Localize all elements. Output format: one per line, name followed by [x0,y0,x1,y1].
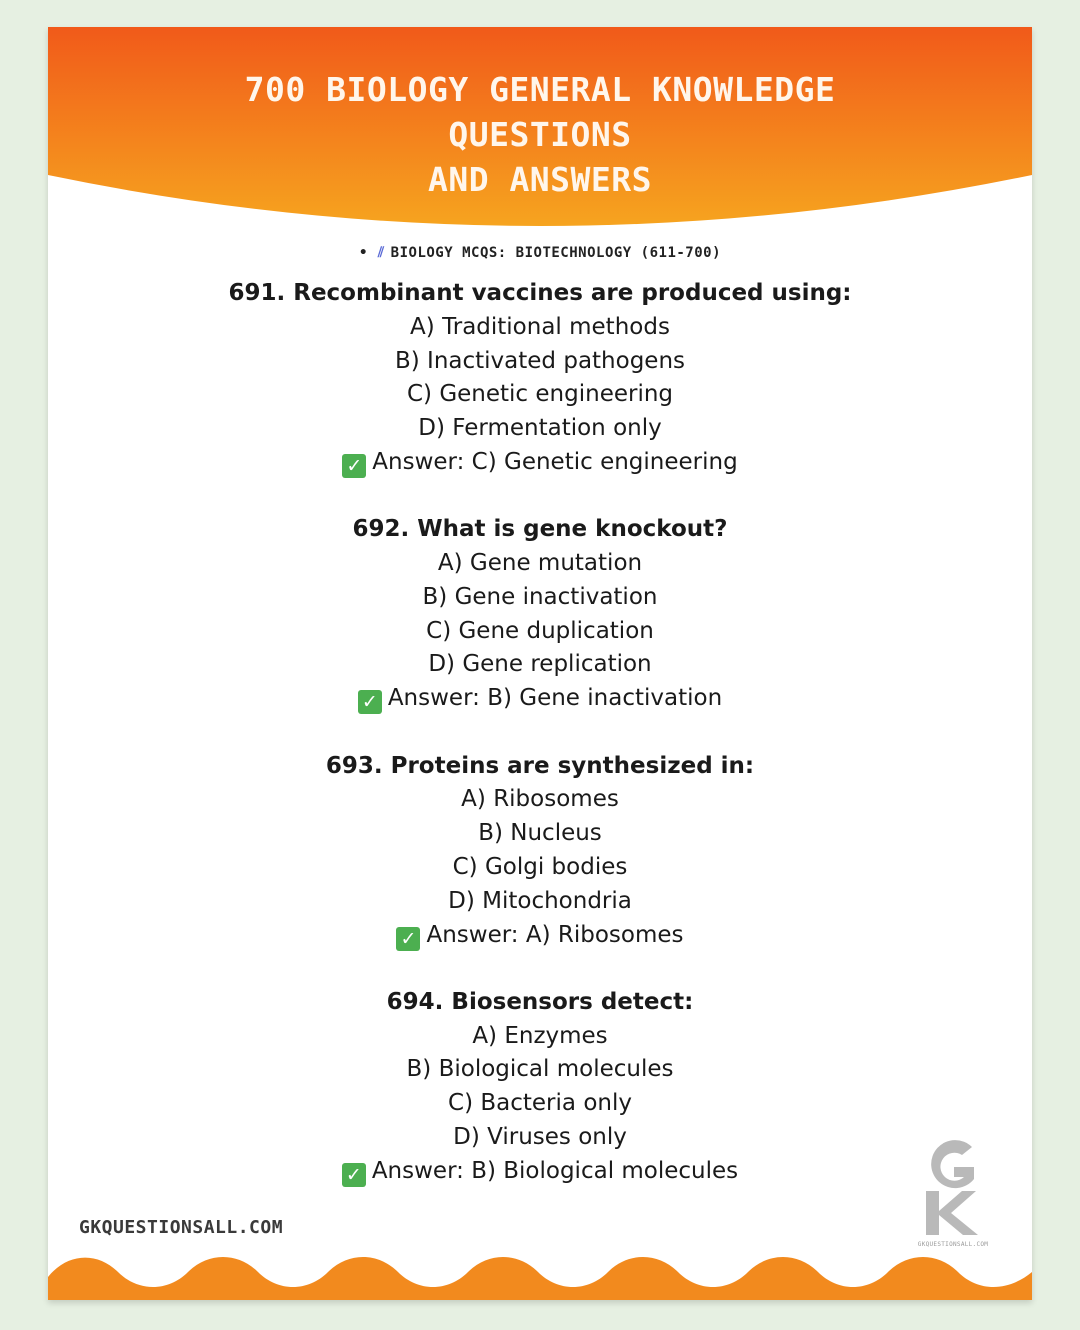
bullet: • [358,245,368,261]
title-line-1: 700 BIOLOGY GENERAL KNOWLEDGE [244,70,836,109]
answer-line [48,919,1032,953]
section-subtitle [48,245,1032,261]
answer-line [48,1155,1032,1189]
option: D) Fermentation only [418,415,662,442]
question-list [48,277,1032,1222]
dna-icon: ⫽ [377,245,385,261]
check-icon: ✓ [358,690,382,714]
option: C) Genetic engineering [406,381,674,408]
check-icon: ✓ [342,1163,366,1187]
answer-text: Answer: C) Genetic engineering [372,448,738,475]
page-title [48,67,1032,202]
option: A) Traditional methods [410,313,670,340]
site-url: GKQUESTIONSALL.COM [79,1217,284,1238]
option: A) Enzymes [472,1022,608,1049]
question-block [48,986,1032,1189]
question-block [48,277,1032,480]
question-block [48,750,1032,953]
option: A) Gene mutation [437,550,643,577]
option: B) Biological molecules [406,1056,674,1083]
answer-text: Answer: B) Biological molecules [371,1157,739,1184]
question-text: 693. Proteins are synthesized in: [325,752,755,779]
option: D) Viruses only [453,1124,627,1151]
question-text: 691. Recombinant vaccines are produced using: [228,280,852,306]
option: D) Mitochondria [448,887,632,914]
option: C) Gene duplication [426,617,654,644]
option: C) Golgi bodies [452,853,628,880]
option: C) Bacteria only [448,1090,632,1117]
section-label: BIOLOGY MCQS: BIOTECHNOLOGY (611-700) [390,245,722,261]
option: B) Inactivated pathogens [394,347,686,374]
gk-logo [916,1135,990,1255]
check-icon: ✓ [396,927,420,951]
logo-caption: GKQUESTIONSALL.COM [917,1241,989,1248]
option: A) Ribosomes [461,786,619,813]
option: B) Gene inactivation [422,583,658,610]
footer-waves [48,1247,1032,1300]
answer-line [48,446,1032,480]
check-icon: ✓ [342,454,366,478]
question-block [48,513,1032,716]
answer-text: Answer: A) Ribosomes [426,921,684,948]
option: D) Gene replication [428,651,652,678]
question-text: 694. Biosensors detect: [386,988,694,1015]
quiz-card [48,27,1032,1300]
question-text: 692. What is gene knockout? [352,516,728,543]
title-line-2: QUESTIONS [448,115,632,154]
gk-logo-mark [916,1135,990,1239]
answer-text: Answer: B) Gene inactivation [387,685,723,712]
title-line-3: AND ANSWERS [427,160,653,199]
answer-line [48,682,1032,716]
option: B) Nucleus [478,820,602,847]
